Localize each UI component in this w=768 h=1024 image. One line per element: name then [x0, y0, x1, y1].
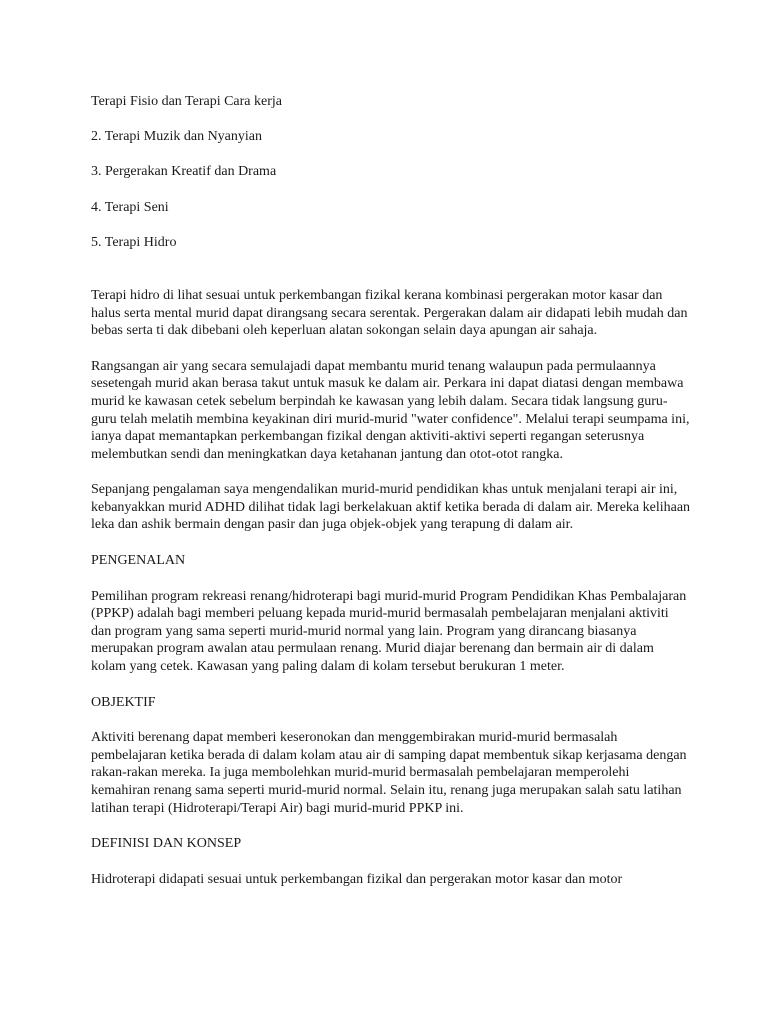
paragraph-definisi: Hidroterapi didapati sesuai untuk perkembangan fizikal dan pergerakan motor kasar dan motor — [91, 871, 623, 887]
paragraph-hidro-intro: Terapi hidro di lihat sesuai untuk perkembangan fizikal kerana kombinasi pergerakan motor kasar dan halus serta mental murid dapat dirangsang secara serentak. Pergerakan dalam air didapati lebih mudah dan bebas serta ti dak dibebani oleh keperluan alatan sokongan selain daya apungan air sahaja. — [91, 287, 688, 339]
list-item-pergerakan: 3. Pergerakan Kreatif dan Drama — [91, 164, 277, 180]
document-page — [91, 93, 691, 906]
heading-pengenalan: PENGENALAN — [91, 553, 186, 569]
paragraph-rangsangan: Rangsangan air yang secara semulajadi dapat membantu murid tenang walaupun pada permulaannya sesetengah murid akan berasa takut untuk masuk ke dalam air. Perkara ini dapat diatasi dengan membawa murid ke kawasan cetek sebelum berpindah ke kawasan yang lebih dalam. Secara tidak langsung guru-guru telah melatih membina keyakinan diri murid-murid "water confidence". Melalui terapi seumpama ini, ianya dapat memantapkan perkembangan fizikal dengan aktiviti-aktivi seperti regangan seterusnya melembutkan sendi dan meningkatkan daya ketahanan jantung dan otot-otot rangka. — [91, 358, 690, 462]
list-item-seni: 4. Terapi Seni — [91, 199, 169, 215]
list-item-hidro: 5. Terapi Hidro — [91, 234, 177, 250]
paragraph-pengenalan: Pemilihan program rekreasi renang/hidroterapi bagi murid-murid Program Pendidikan Khas Pembalajaran (PPKP) adalah bagi memberi peluang kepada murid-murid bermasalah pembelajaran menjalani aktiviti dan program yang sama seperti murid-murid normal yang lain. Program yang dirancang biasanya merupakan program awalan atau permulaan renang. Murid diajar berenang dan bermain air di dalam kolam yang cetek. Kawasan yang paling dalam di kolam tersebut berukuran 1 meter. — [91, 588, 687, 675]
paragraph-objektif: Aktiviti berenang dapat memberi keseronokan dan menggembirakan murid-murid bermasalah pembelajaran ketika berada di dalam kolam atau air di samping dapat membentuk sikap kerjasama dengan rakan-rakan mereka. Ia juga membolehkan murid-murid bermasalah pembelajaran memperolehi kemahiran renang sama seperti murid-murid normal. Selain itu, renang juga merupakan salah satu latihan latihan terapi (Hidroterapi/Terapi Air) bagi murid-murid PPKP ini. — [91, 730, 687, 816]
heading-definisi: DEFINISI DAN KONSEP — [91, 836, 242, 852]
list-item-fisio: Terapi Fisio dan Terapi Cara kerja — [91, 94, 282, 109]
heading-objektif: OBJEKTIF — [91, 694, 156, 710]
spacer — [91, 269, 691, 287]
paragraph-pengalaman: Sepanjang pengalaman saya mengendalikan murid-murid pendidikan khas untuk menjalani terapi air ini, kebanyakkan murid ADHD dilihat tidak lagi berkelakuan aktif ketika berada di dalam air. Mereka kelihaan leka dan ashik bermain dengan pasir dan juga objek-objek yang terapung di dalam air. — [91, 482, 691, 533]
list-item-muzik: 2. Terapi Muzik dan Nyanyian — [91, 129, 262, 145]
